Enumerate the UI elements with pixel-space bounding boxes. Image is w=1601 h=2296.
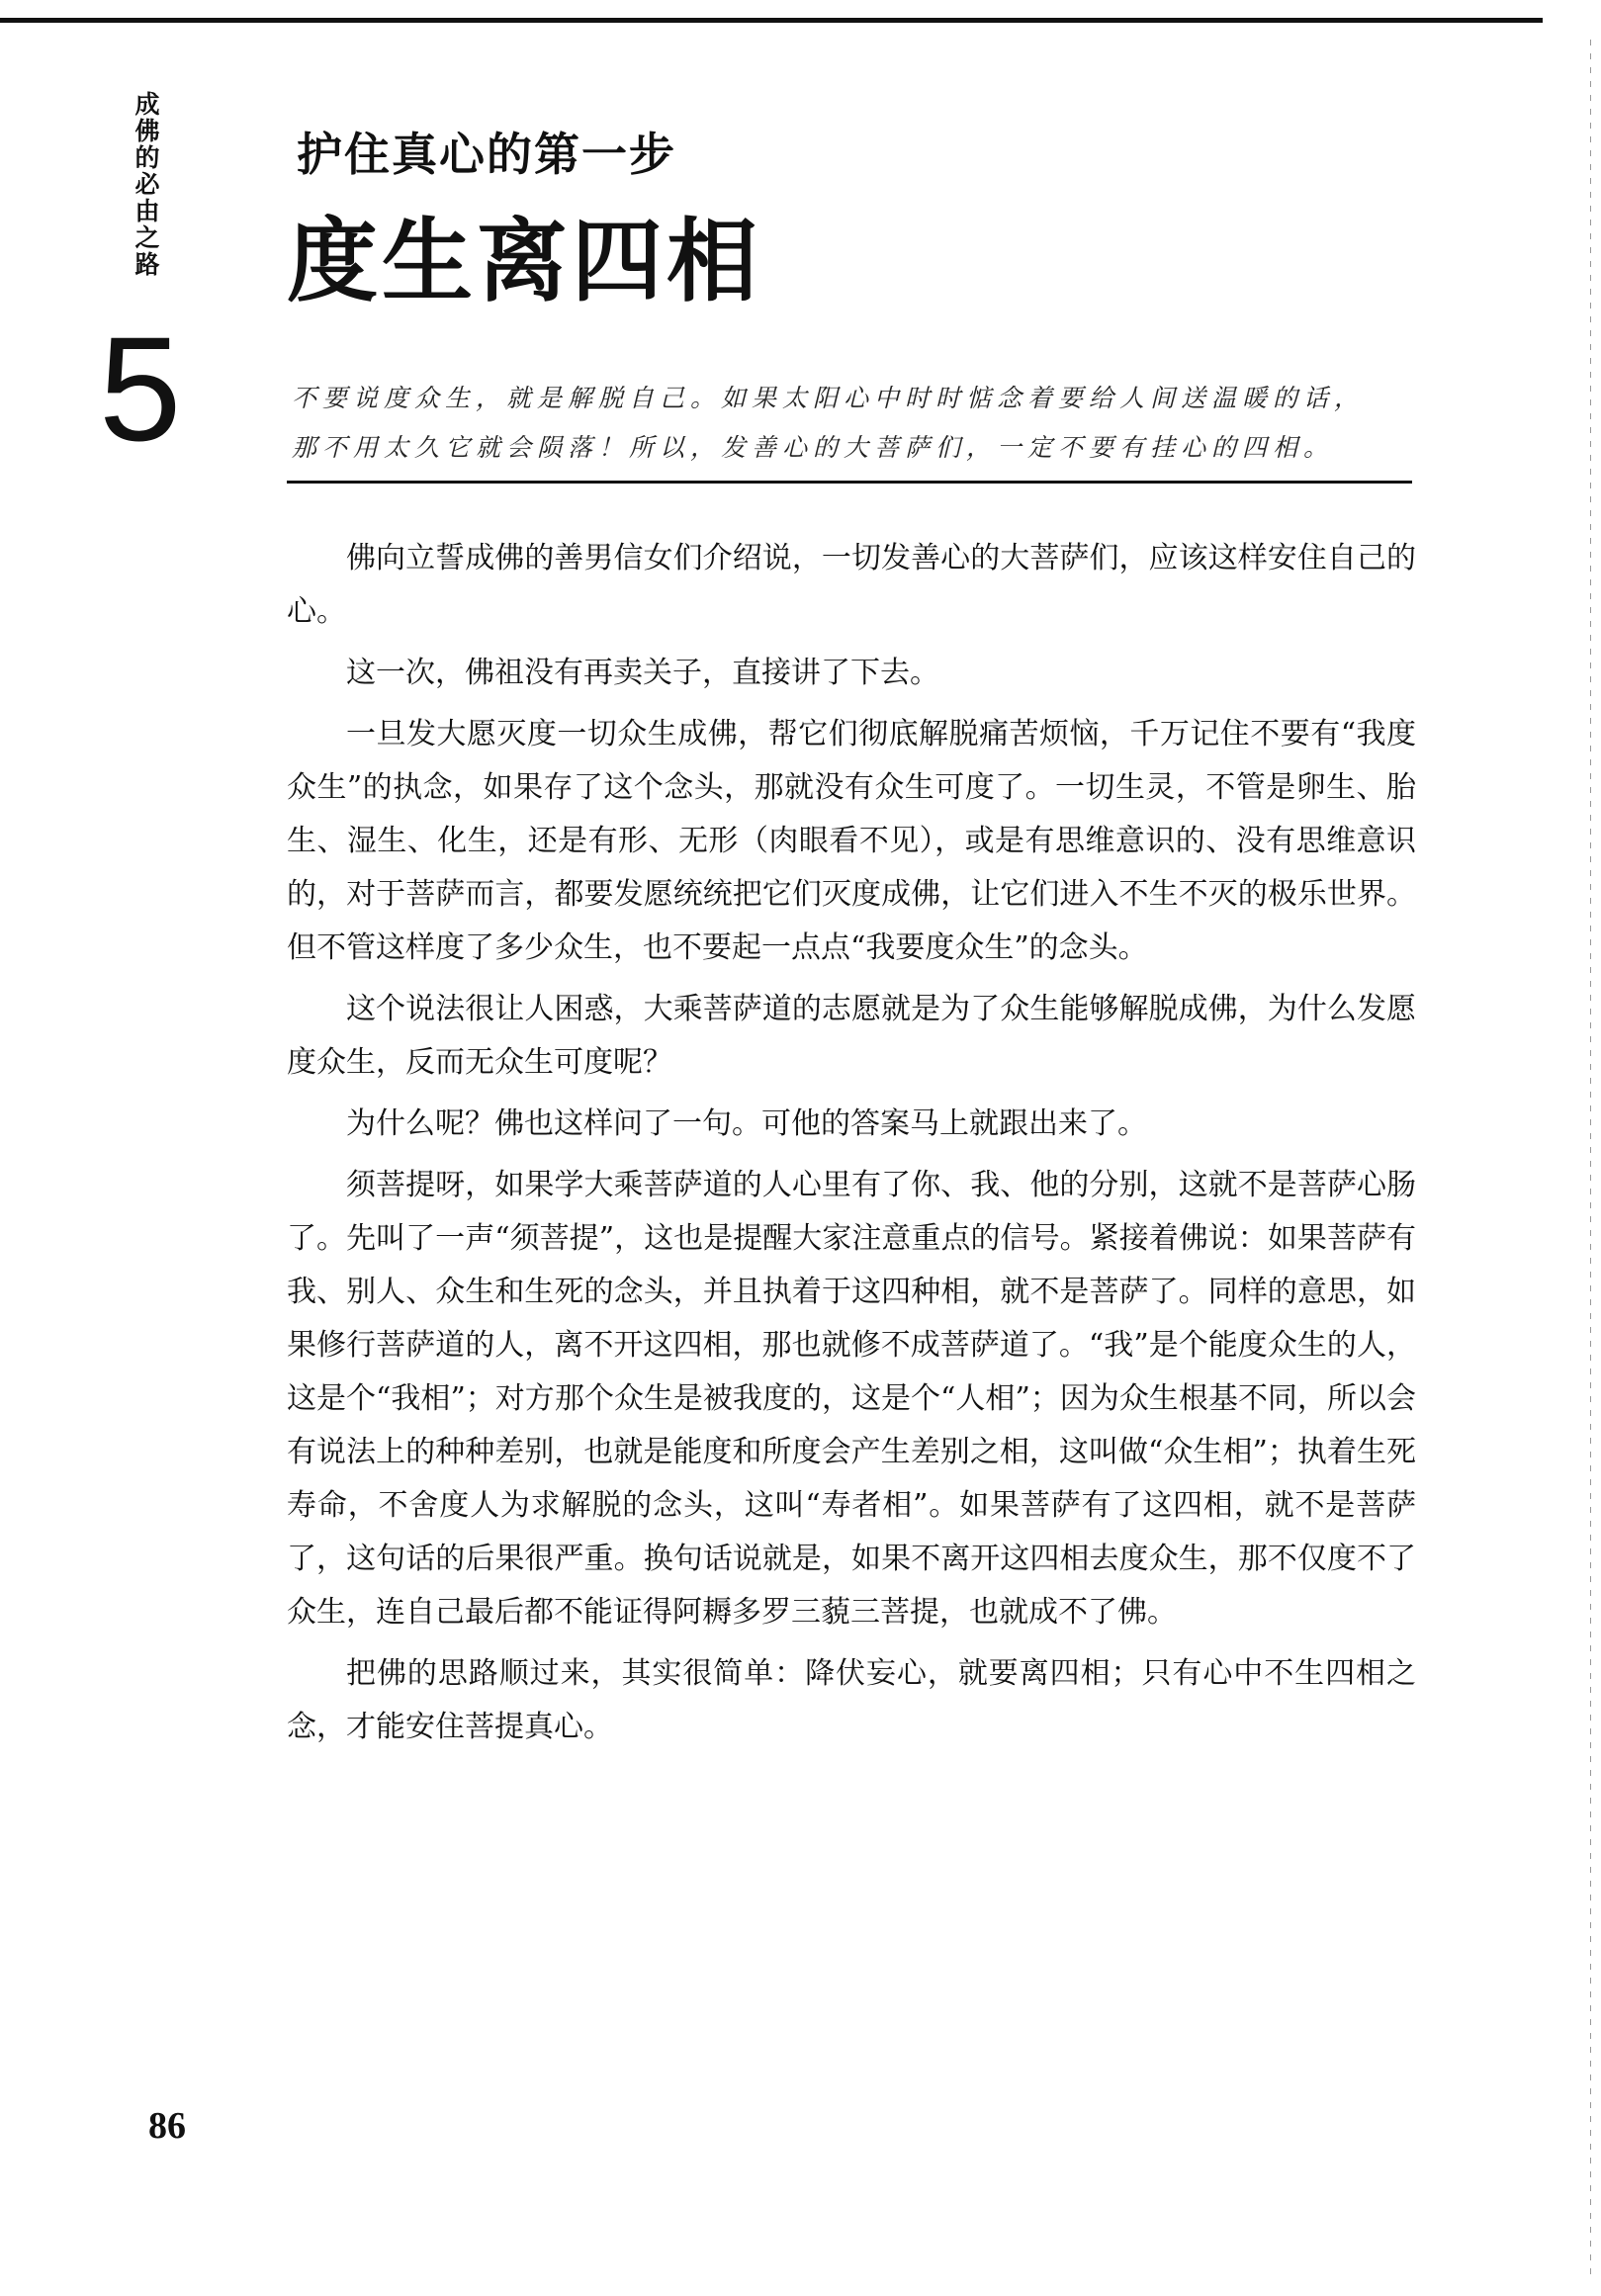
lead-divider bbox=[287, 481, 1412, 484]
page-number: 86 bbox=[148, 2105, 186, 2147]
lead-line: 那不用太久它就会陨落！所以，发善心的大菩萨们，一定不要有挂心的四相。 bbox=[292, 433, 1335, 462]
running-header: 成佛的必由之路 bbox=[132, 91, 160, 278]
paragraph: 为什么呢？佛也这样问了一句。可他的答案马上就跟出来了。 bbox=[346, 1106, 1147, 1141]
paragraph: 把佛的思路顺过来，其实很简单：降伏妄心，就要离四相；只有心中不生四相之念，才能安住菩提真心。 bbox=[287, 1656, 1416, 1744]
paragraph: 这一次，佛祖没有再卖关子，直接讲了下去。 bbox=[346, 656, 939, 690]
paragraph: 佛向立誓成佛的善男信女们介绍说，一切发善心的大菩萨们，应该这样安住自己的心。 bbox=[287, 541, 1416, 629]
chapter-subtitle: 护住真心的第一步 bbox=[297, 128, 676, 181]
page-edge bbox=[1590, 40, 1591, 2274]
paragraph: 一旦发大愿灭度一切众生成佛，帮它们彻底解脱痛苦烦恼，千万记住不要有“我度众生”的执念，如果存了这个念头，那就没有众生可度了。一切生灵，不管是卵生、胎生、湿生、化生，还是有形、无形（肉眼看不见），或是有思维意识的、没有思维意识的，对于菩萨而言，都要发愿统统把它们灭度成佛，让它们进入不生不灭的极乐世界。但不管这样度了多少众生，也不要起一点点“我要度众生”的念头。 bbox=[287, 717, 1416, 965]
chapter-title: 度生离四相 bbox=[287, 209, 762, 314]
body-text bbox=[287, 532, 1416, 1762]
paragraph: 须菩提呀，如果学大乘菩萨道的人心里有了你、我、他的分别，这就不是菩萨心肠了。先叫了一声“须菩提”，这也是提醒大家注意重点的信号。紧接着佛说：如果菩萨有我、别人、众生和生死的念头，并且执着于这四种相，就不是菩萨了。同样的意思，如果修行菩萨道的人，离不开这四相，那也就修不成菩萨道了。“我”是个能度众生的人，这是个“我相”；对方那个众生是被我度的，这是个“人相”；因为众生根基不同，所以会有说法上的种种差别，也就是能度和所度会产生差别之相，这叫做“众生相”；执着生死寿命，不舍度人为求解脱的念头，这叫“寿者相”。如果菩萨有了这四相，就不是菩萨了，这句话的后果很严重。换句话说就是，如果不离开这四相去度众生，那不仅度不了众生，连自己最后都不能证得阿耨多罗三藐三菩提，也就成不了佛。 bbox=[287, 1168, 1416, 1630]
top-rule bbox=[0, 18, 1543, 23]
paragraph: 这个说法很让人困惑，大乘菩萨道的志愿就是为了众生能够解脱成佛，为什么发愿度众生，反而无众生可度呢？ bbox=[287, 992, 1416, 1080]
chapter-number: 5 bbox=[99, 306, 182, 472]
lead-quote bbox=[292, 374, 1419, 473]
lead-line: 不要说度众生，就是解脱自己。如果太阳心中时时惦念着要给人间送温暖的话， bbox=[292, 384, 1366, 412]
